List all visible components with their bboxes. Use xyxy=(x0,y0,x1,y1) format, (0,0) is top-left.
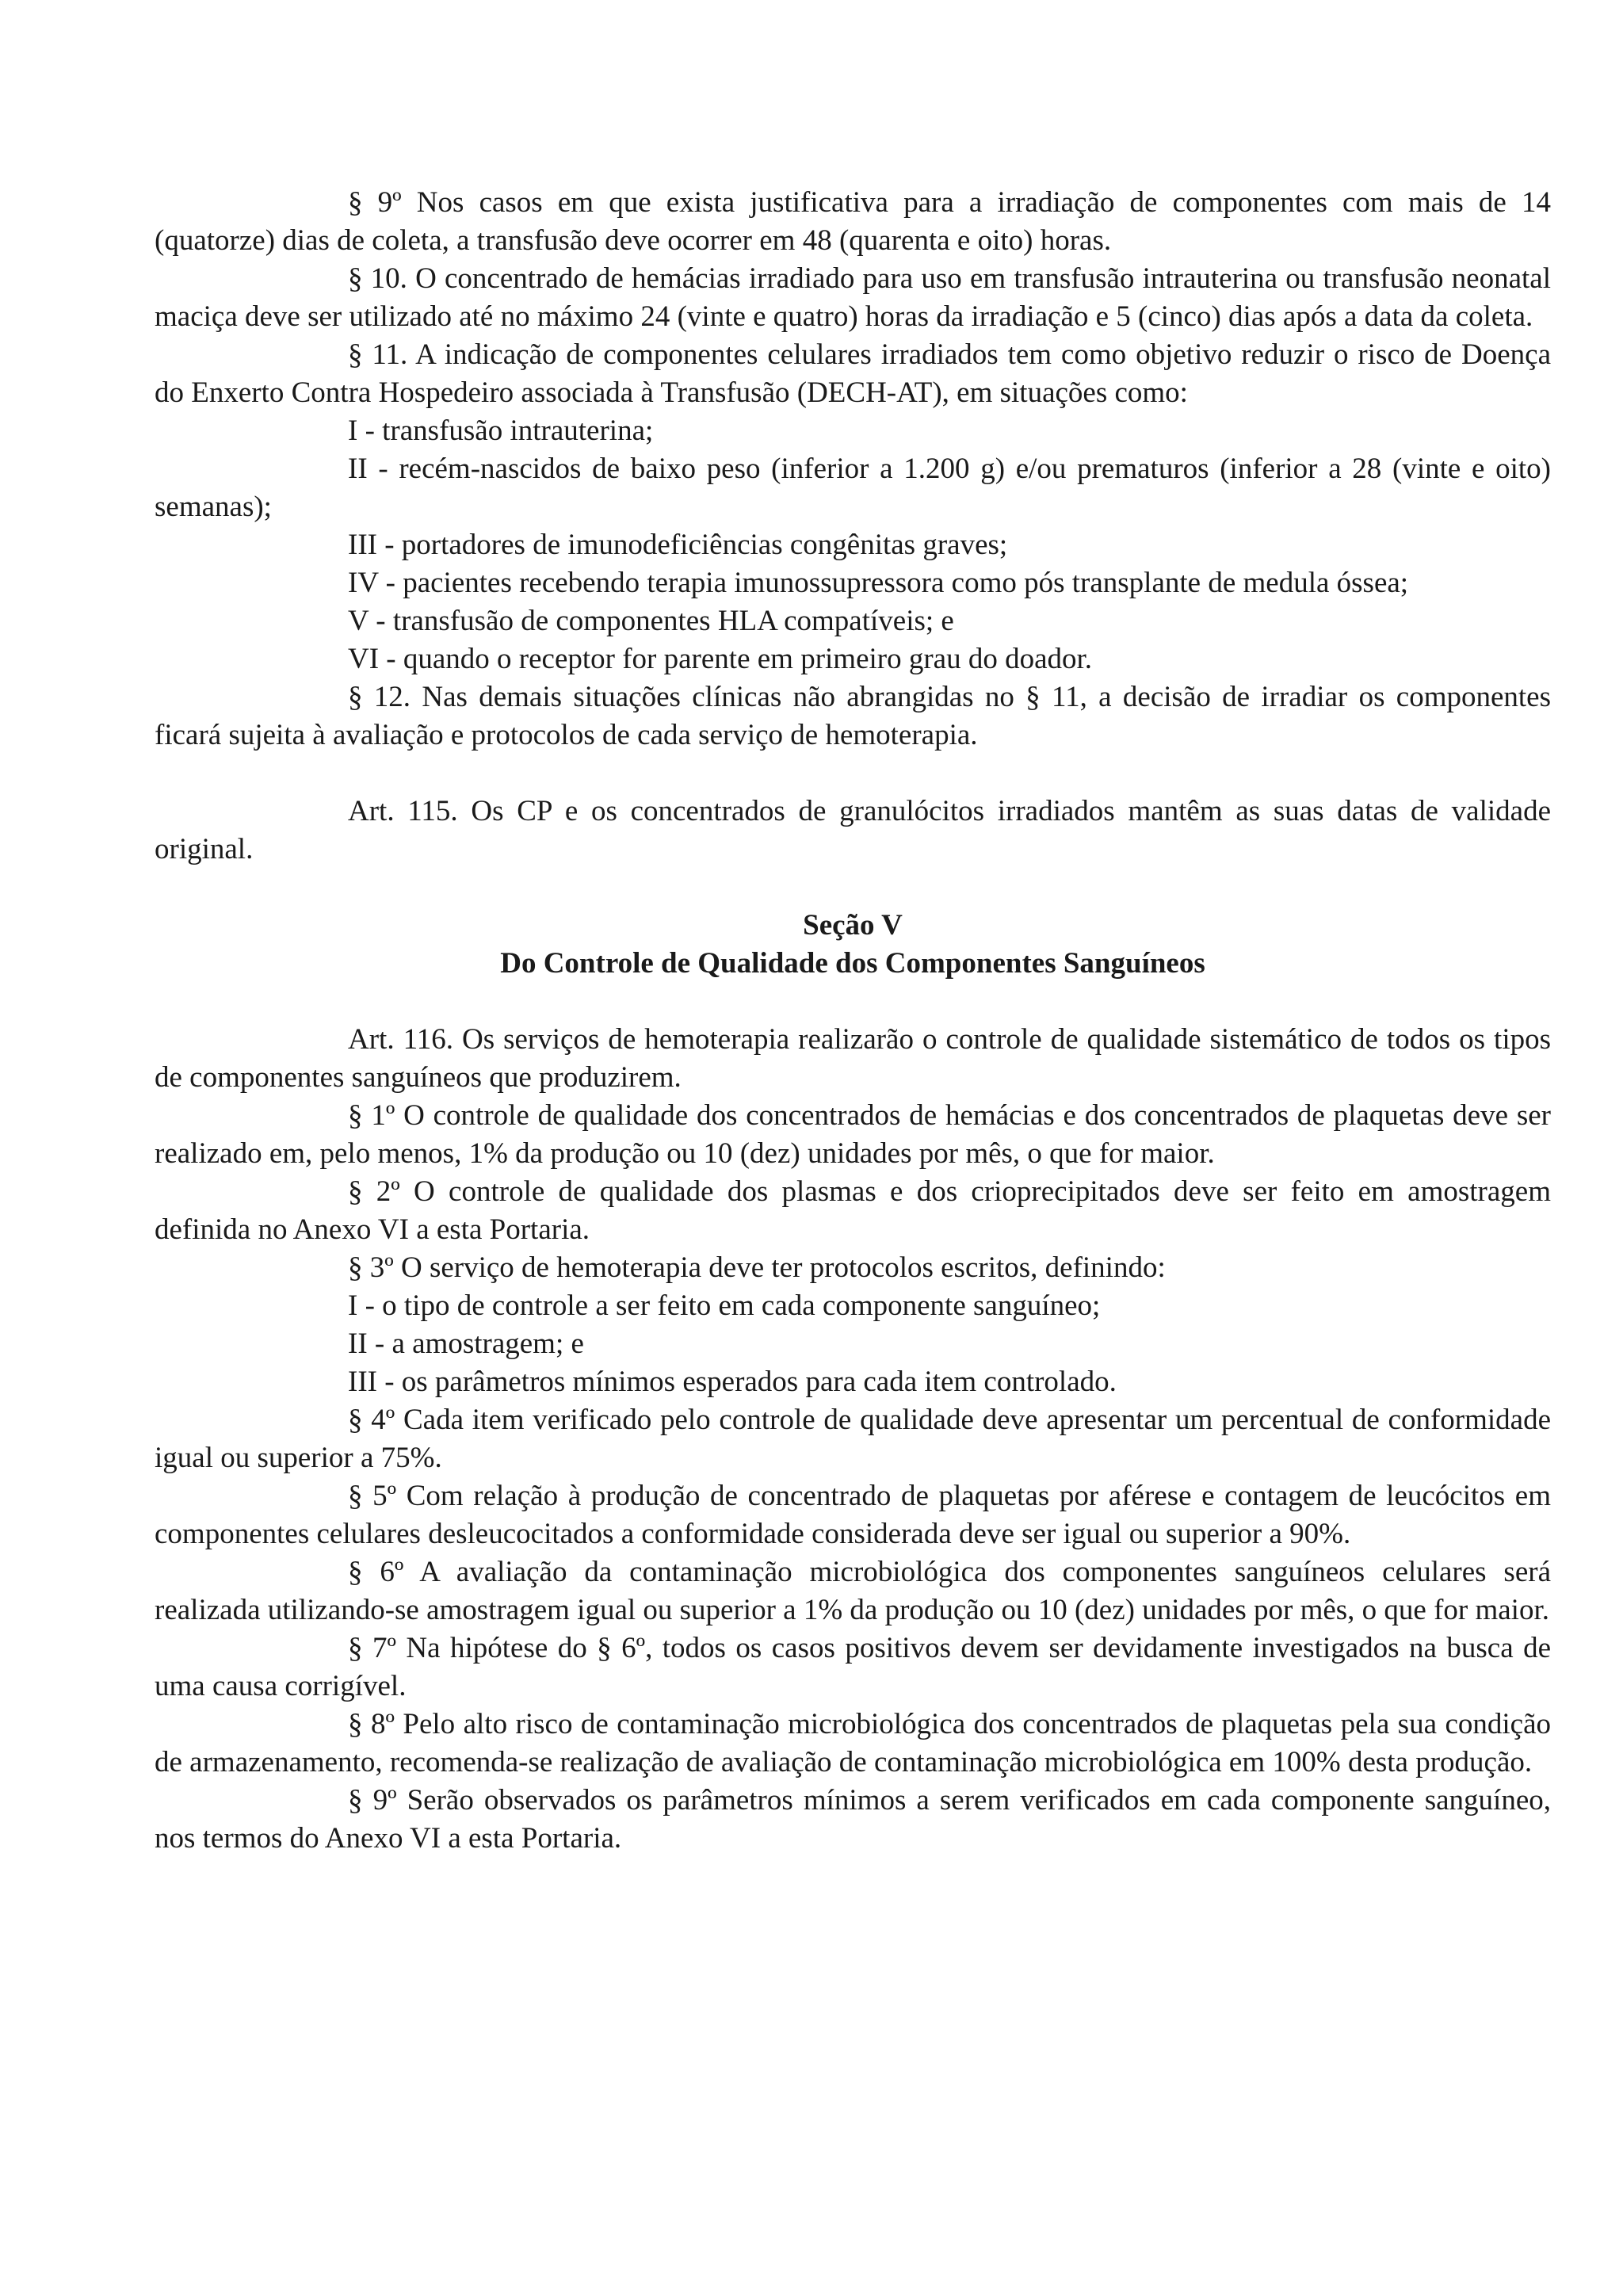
paragraph-11-indication: § 11. A indicação de componentes celulares irradiados tem como objetivo reduzir o risco de Doença do Enxerto Contra Hospedeiro associada à Transfusão (DECH-AT), em situações como: xyxy=(155,338,1551,409)
list-item-iv: IV - pacientes recebendo terapia imunossupressora como pós transplante de medula óssea; xyxy=(348,567,1409,599)
paragraph-4-conformity: § 4º Cada item verificado pelo controle de qualidade deve apresentar um percentual de conformidade igual ou superior a 75%. xyxy=(155,1404,1551,1474)
spacer xyxy=(155,983,1551,1021)
section-subtitle: Do Controle de Qualidade dos Componentes Sanguíneos xyxy=(500,947,1205,980)
spacer xyxy=(155,869,1551,907)
section-title: Seção V xyxy=(803,909,903,942)
paragraph-9-irradiation: § 9º Nos casos em que exista justificativa para a irradiação de componentes com mais de 14 (quatorze) dias de coleta, a transfusão deve ocorrer em 48 (quarenta e oito) horas. xyxy=(155,186,1551,257)
article-115: Art. 115. Os CP e os concentrados de granulócitos irradiados mantêm as suas datas de validade original. xyxy=(155,795,1551,865)
paragraph-6-microbiological: § 6º A avaliação da contaminação microbiológica dos componentes sanguíneos celulares será realizada utilizando-se amostragem igual ou superior a 1% da produção ou 10 (dez) unidades por mês, o que for maior. xyxy=(155,1556,1551,1626)
list-item-i: I - transfusão intrauterina; xyxy=(348,415,654,447)
paragraph-10-neonatal: § 10. O concentrado de hemácias irradiado para uso em transfusão intrauterina ou transfusão neonatal maciça deve ser utilizado até no máximo 24 (vinte e quatro) horas da irradiação e 5 (cinco) dias após a data da coleta. xyxy=(155,262,1551,333)
paragraph-2-plasma: § 2º O controle de qualidade dos plasmas e dos crioprecipitados deve ser feito em amostragem definida no Anexo VI a esta Portaria. xyxy=(155,1175,1551,1246)
document-page xyxy=(155,184,1551,1858)
paragraph-7-positive-cases: § 7º Na hipótese do § 6º, todos os casos positivos devem ser devidamente investigados na busca de uma causa corrigível. xyxy=(155,1632,1551,1702)
list-item-ii-sampling: II - a amostragem; e xyxy=(348,1328,584,1360)
list-item-v: V - transfusão de componentes HLA compatíveis; e xyxy=(348,605,954,637)
article-116: Art. 116. Os serviços de hemoterapia realizarão o controle de qualidade sistemático de todos os tipos de componentes sanguíneos que produzirem. xyxy=(155,1023,1551,1094)
paragraph-8-platelets: § 8º Pelo alto risco de contaminação microbiológica dos concentrados de plaquetas pela sua condição de armazenamento, recomenda-se realização de avaliação de contaminação microbiológica em 100% desta produção. xyxy=(155,1708,1551,1778)
paragraph-12-other-situations: § 12. Nas demais situações clínicas não abrangidas no § 11, a decisão de irradiar os componentes ficará sujeita à avaliação e protocolos de cada serviço de hemoterapia. xyxy=(155,681,1551,751)
list-item-iii: III - portadores de imunodeficiências congênitas graves; xyxy=(348,529,1008,561)
list-item-ii: II - recém-nascidos de baixo peso (inferior a 1.200 g) e/ou prematuros (inferior a 28 (vinte e oito) semanas); xyxy=(155,453,1551,523)
list-item-i-control-type: I - o tipo de controle a ser feito em cada componente sanguíneo; xyxy=(348,1289,1101,1322)
paragraph-1-quality: § 1º O controle de qualidade dos concentrados de hemácias e dos concentrados de plaquetas deve ser realizado em, pelo menos, 1% da produção ou 10 (dez) unidades por mês, o que for maior. xyxy=(155,1099,1551,1170)
paragraph-5-apheresis: § 5º Com relação à produção de concentrado de plaquetas por aférese e contagem de leucócitos em componentes celulares desleucocitados a conformidade considerada deve ser igual ou superior a 90%. xyxy=(155,1480,1551,1550)
paragraph-3-protocols: § 3º O serviço de hemoterapia deve ter protocolos escritos, definindo: xyxy=(348,1251,1166,1284)
list-item-iii-parameters: III - os parâmetros mínimos esperados para cada item controlado. xyxy=(348,1366,1117,1398)
list-item-vi: VI - quando o receptor for parente em primeiro grau do doador. xyxy=(348,643,1093,675)
spacer xyxy=(155,755,1551,793)
paragraph-9-parameters: § 9º Serão observados os parâmetros mínimos a serem verificados em cada componente sanguíneo, nos termos do Anexo VI a esta Portaria. xyxy=(155,1784,1551,1855)
